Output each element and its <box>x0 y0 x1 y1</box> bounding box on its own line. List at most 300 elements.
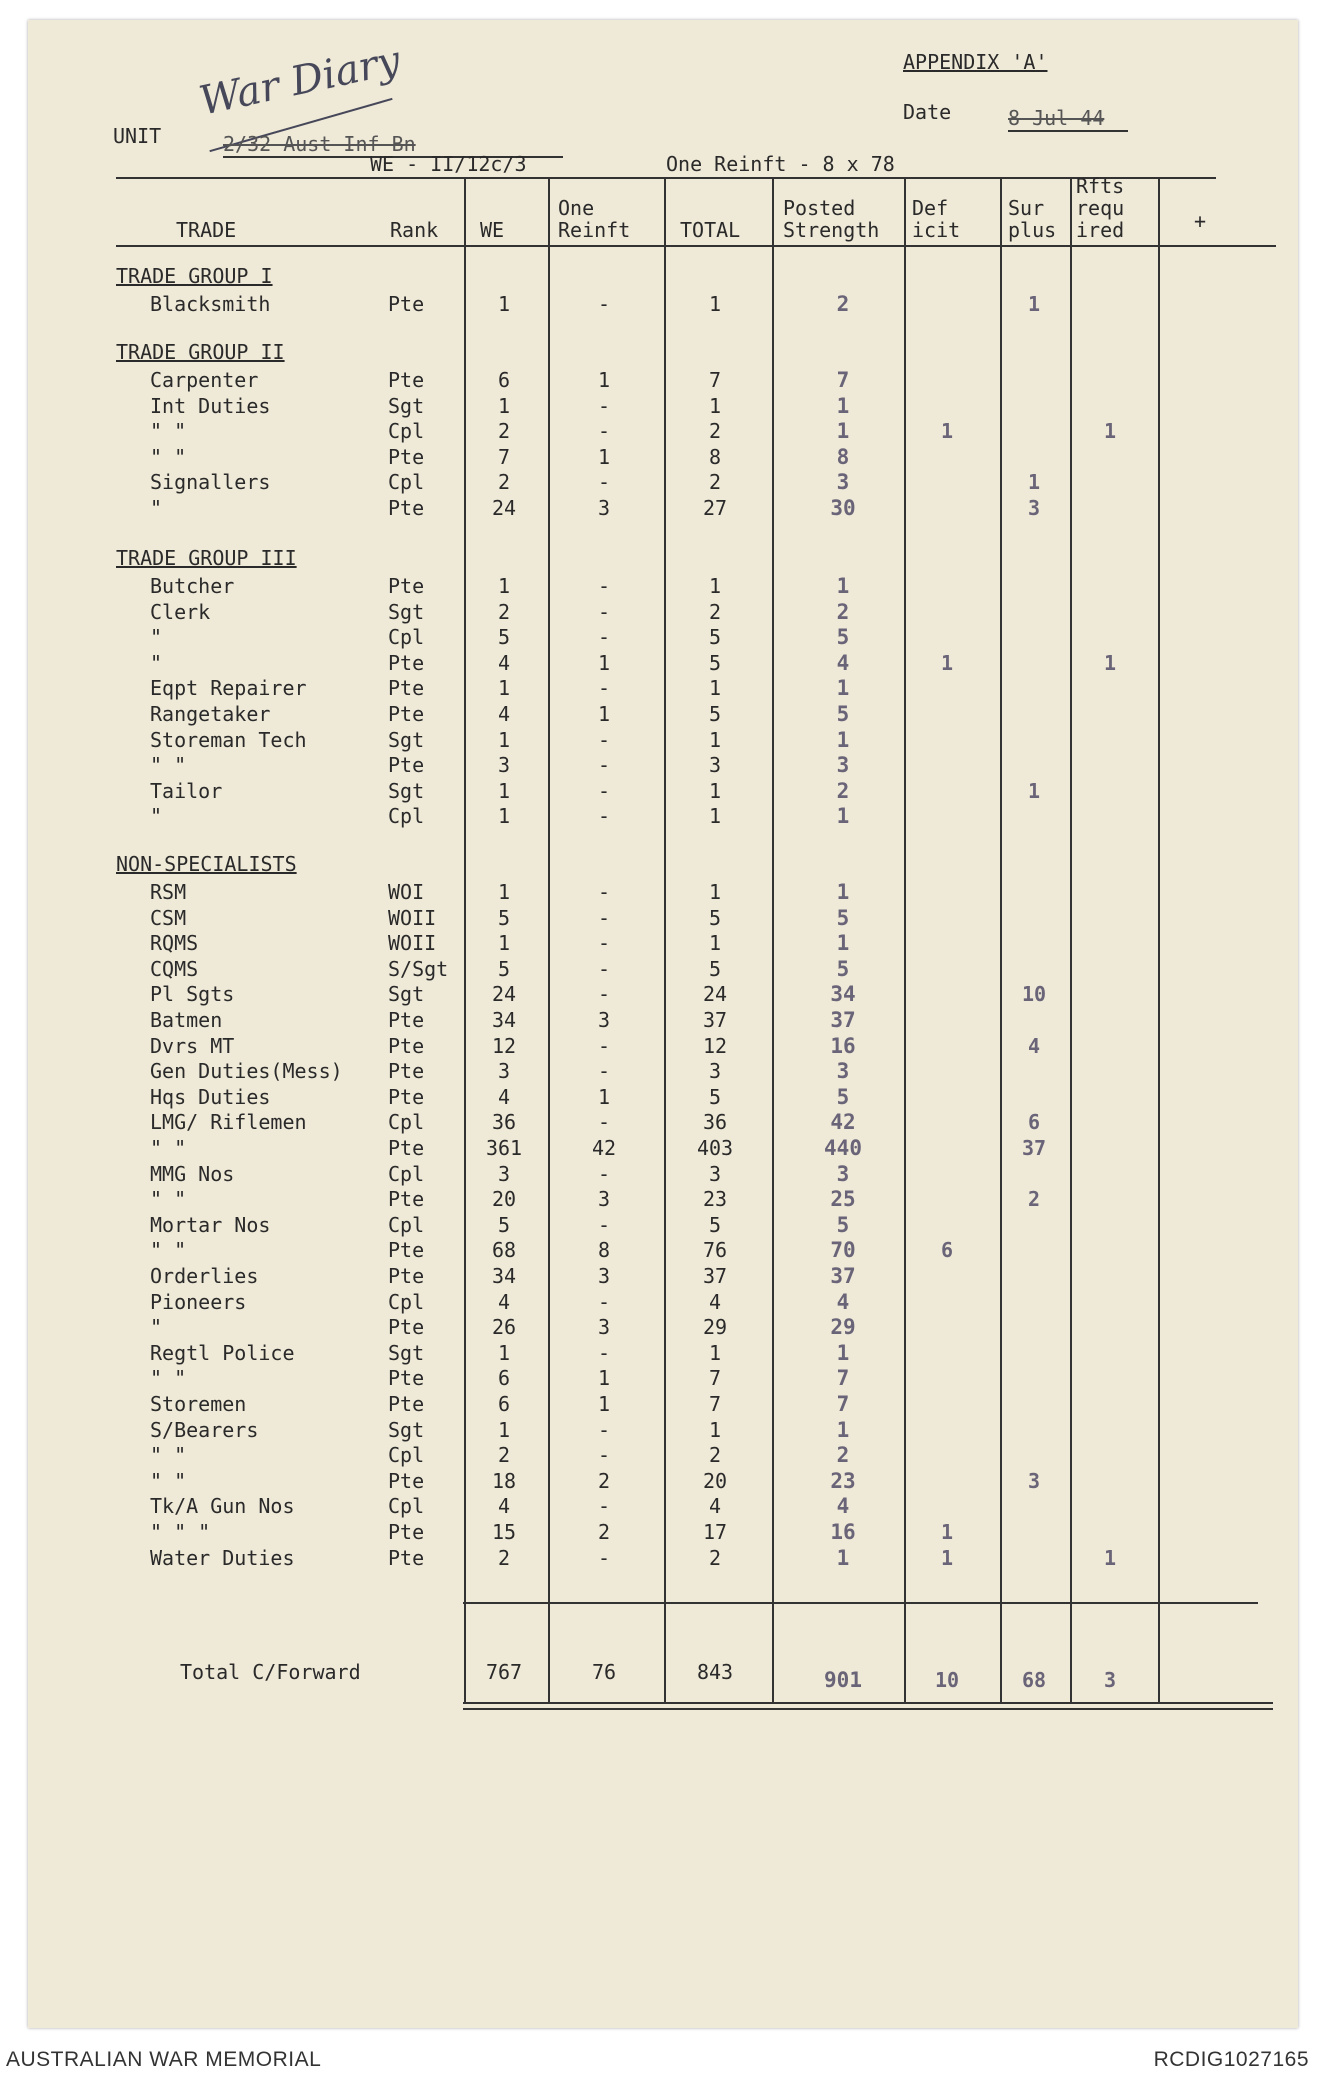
cell-we: 1 <box>497 574 511 598</box>
cell-surplus: 10 <box>1021 982 1047 1007</box>
cell-posted: 7 <box>836 1366 850 1391</box>
cell-we: 1 <box>497 727 511 752</box>
cell-trade: " <box>150 1315 163 1340</box>
cell-reinft: - <box>597 393 611 418</box>
cell-trade: Dvrs MT <box>150 1033 235 1058</box>
cell-trade: Regtl Police <box>150 1340 295 1365</box>
table-row <box>28 1187 1218 1212</box>
cell-trade: Blacksmith <box>150 292 271 316</box>
cell-posted: 3 <box>836 1059 850 1084</box>
cell-posted: 16 <box>830 1033 856 1058</box>
unit-label: UNIT <box>113 124 162 148</box>
cell-reinft: - <box>597 625 611 650</box>
cell-we: 1 <box>497 804 511 829</box>
cell-total: 27 <box>702 496 728 520</box>
cell-reinft: - <box>597 1494 611 1519</box>
cell-reinft: 42 <box>591 1136 617 1160</box>
table-row <box>28 1110 1218 1135</box>
handwritten-signature: War Diary <box>195 37 405 125</box>
table-row <box>28 574 1218 599</box>
cell-posted: 5 <box>836 702 850 726</box>
cell-rank: Sgt <box>388 1340 425 1365</box>
cell-posted: 440 <box>824 1136 862 1160</box>
cell-rank: Sgt <box>388 982 425 1007</box>
cell-total: 76 <box>702 1238 728 1263</box>
table-row <box>28 1238 1218 1263</box>
cell-trade: Eqpt Repairer <box>150 676 307 701</box>
cell-reinft: - <box>597 1161 611 1186</box>
cell-total: 36 <box>702 1110 728 1135</box>
cell-rank: WOII <box>388 905 437 930</box>
cell-rank: Pte <box>388 1033 425 1058</box>
cell-total: 2 <box>708 419 722 444</box>
totals-reinft: 76 <box>591 1660 617 1684</box>
cell-total: 1 <box>708 778 722 803</box>
cell-total: 5 <box>708 650 722 675</box>
table-row <box>28 1315 1218 1340</box>
table-row <box>28 702 1218 727</box>
cell-we: 4 <box>497 1494 511 1519</box>
footer-archive-name: AUSTRALIAN WAR MEMORIAL <box>6 2048 322 2071</box>
cell-reinft: - <box>597 905 611 930</box>
cell-trade: RSM <box>150 880 187 904</box>
cell-we: 2 <box>497 1443 511 1468</box>
cell-total: 37 <box>702 1264 728 1288</box>
table-row <box>28 651 1218 676</box>
cell-trade: " " <box>150 753 187 778</box>
table-row <box>28 1443 1218 1468</box>
cell-rank: Pte <box>388 1264 425 1288</box>
cell-total: 5 <box>708 1084 722 1109</box>
cell-rank: Pte <box>388 1468 425 1493</box>
cell-rank: Pte <box>388 1059 425 1084</box>
header-bottom-rule <box>116 245 1276 247</box>
cell-total: 3 <box>708 1161 722 1186</box>
cell-rank: Pte <box>388 1545 425 1570</box>
cell-total: 1 <box>708 931 722 956</box>
cell-total: 24 <box>702 982 728 1007</box>
table-row <box>28 292 1218 317</box>
cell-rank: Sgt <box>388 1417 425 1442</box>
cell-surplus: 1 <box>1027 778 1041 803</box>
cell-trade: Gen Duties(Mess) <box>150 1059 343 1084</box>
cell-we: 4 <box>497 1084 511 1109</box>
cell-trade: Carpenter <box>150 368 259 392</box>
cell-we: 3 <box>497 1161 511 1186</box>
cell-posted: 42 <box>830 1110 856 1135</box>
cell-posted: 29 <box>830 1315 856 1340</box>
cell-reinft: - <box>597 1340 611 1365</box>
cell-reinft: - <box>597 880 611 904</box>
table-row <box>28 1264 1218 1289</box>
cell-posted: 1 <box>836 676 850 701</box>
cell-trade: " <box>150 650 163 675</box>
cell-rank: Pte <box>388 1366 425 1391</box>
cell-we: 1 <box>497 393 511 418</box>
cell-total: 29 <box>702 1315 728 1340</box>
cell-rank: Cpl <box>388 1494 425 1519</box>
cell-we: 34 <box>491 1264 517 1288</box>
table-row <box>28 1546 1218 1571</box>
cell-reinft: - <box>597 982 611 1007</box>
cell-trade: Water Duties <box>150 1545 295 1570</box>
table-row <box>28 394 1218 419</box>
cell-total: 5 <box>708 905 722 930</box>
cell-reinft: 3 <box>597 1315 611 1340</box>
cell-total: 4 <box>708 1494 722 1519</box>
cell-trade: " " <box>150 1443 187 1468</box>
cell-rank: Sgt <box>388 778 425 803</box>
table-row <box>28 753 1218 778</box>
cell-trade: " " <box>150 444 187 469</box>
table-row <box>28 1469 1218 1494</box>
cell-rank: Pte <box>388 1520 425 1544</box>
cell-we: 361 <box>485 1136 523 1160</box>
cell-reinft: - <box>597 778 611 803</box>
footer-reference-id: RCDIG1027165 <box>1153 2048 1309 2071</box>
cell-we: 2 <box>497 419 511 444</box>
table-row <box>28 779 1218 804</box>
cell-rank: Pte <box>388 368 425 392</box>
table-row <box>28 1085 1218 1110</box>
cell-rank: Pte <box>388 1238 425 1263</box>
totals-posted: 901 <box>824 1668 862 1692</box>
cell-trade: Hqs Duties <box>150 1084 271 1109</box>
totals-we: 767 <box>485 1660 523 1684</box>
cell-reinft: 2 <box>597 1468 611 1493</box>
totals-bottom-rule-2 <box>463 1708 1273 1710</box>
cell-trade: " " <box>150 1366 187 1391</box>
cell-surplus: 37 <box>1021 1136 1047 1160</box>
table-row <box>28 1008 1218 1033</box>
cell-rank: Pte <box>388 1187 425 1212</box>
cell-total: 1 <box>708 727 722 752</box>
totals-top-rule <box>463 1602 1258 1604</box>
cell-reinft: 3 <box>597 1187 611 1212</box>
cell-trade: Mortar Nos <box>150 1212 271 1237</box>
table-row <box>28 496 1218 521</box>
cell-total: 5 <box>708 702 722 726</box>
cell-posted: 16 <box>830 1520 856 1544</box>
cell-total: 1 <box>708 292 722 316</box>
totals-total: 843 <box>696 1660 734 1684</box>
reinforcement-reference: One Reinft - 8 x 78 <box>666 152 895 176</box>
cell-total: 7 <box>708 1366 722 1391</box>
cell-trade: Batmen <box>150 1008 223 1032</box>
cell-reinft: - <box>597 599 611 624</box>
table-row <box>28 368 1218 393</box>
cell-rank: Cpl <box>388 419 425 444</box>
cell-posted: 37 <box>830 1008 856 1032</box>
cell-surplus: 6 <box>1027 1110 1041 1135</box>
cell-trade: Orderlies <box>150 1264 259 1288</box>
we-reference: WE - II/12c/3 <box>370 152 527 176</box>
table-row <box>28 728 1218 753</box>
cell-trade: MMG Nos <box>150 1161 235 1186</box>
table-row <box>28 1034 1218 1059</box>
cell-rank: S/Sgt <box>388 956 449 981</box>
cell-rank: Cpl <box>388 1289 425 1314</box>
cell-we: 5 <box>497 625 511 650</box>
date-label: Date <box>903 100 952 124</box>
cell-we: 4 <box>497 650 511 675</box>
cell-reinft: - <box>597 292 611 316</box>
header-deficit: Def icit <box>912 196 961 242</box>
cell-we: 24 <box>491 982 517 1007</box>
cell-rank: Sgt <box>388 599 425 624</box>
cell-we: 5 <box>497 1212 511 1237</box>
cell-posted: 2 <box>836 599 850 624</box>
cell-trade: Pioneers <box>150 1289 247 1314</box>
cell-trade: " <box>150 804 163 829</box>
cell-posted: 1 <box>836 393 850 418</box>
cell-trade: CQMS <box>150 956 199 981</box>
totals-rfts: 3 <box>1103 1668 1117 1692</box>
cell-we: 6 <box>497 1366 511 1391</box>
cell-posted: 37 <box>830 1264 856 1288</box>
table-row <box>28 1162 1218 1187</box>
totals-bottom-rule-1 <box>463 1702 1273 1704</box>
cell-trade: S/Bearers <box>150 1417 259 1442</box>
cell-total: 3 <box>708 753 722 778</box>
cell-rank: Cpl <box>388 804 425 829</box>
cell-posted: 8 <box>836 444 850 469</box>
cell-posted: 5 <box>836 1084 850 1109</box>
cell-rfts: 1 <box>1103 1545 1117 1570</box>
cell-posted: 7 <box>836 1392 850 1416</box>
table-row <box>28 1520 1218 1545</box>
cell-trade: " " <box>150 1187 187 1212</box>
cell-posted: 5 <box>836 905 850 930</box>
cell-total: 1 <box>708 1340 722 1365</box>
cell-rank: Cpl <box>388 470 425 495</box>
cell-total: 37 <box>702 1008 728 1032</box>
cell-trade: Tailor <box>150 778 223 803</box>
cell-posted: 34 <box>830 982 856 1007</box>
cell-reinft: - <box>597 419 611 444</box>
cell-trade: RQMS <box>150 931 199 956</box>
table-row <box>28 1136 1218 1161</box>
cell-trade: Tk/A Gun Nos <box>150 1494 295 1519</box>
cell-posted: 5 <box>836 625 850 650</box>
cell-posted: 5 <box>836 1212 850 1237</box>
cell-trade: Signallers <box>150 470 271 495</box>
cell-posted: 4 <box>836 1289 850 1314</box>
header-total: TOTAL <box>680 218 741 242</box>
cell-reinft: 1 <box>597 1084 611 1109</box>
cell-total: 1 <box>708 676 722 701</box>
cell-rank: Pte <box>388 574 425 598</box>
table-row <box>28 625 1218 650</box>
cell-we: 1 <box>497 778 511 803</box>
cell-trade: Butcher <box>150 574 235 598</box>
cell-reinft: - <box>597 753 611 778</box>
cell-trade: LMG/ Riflemen <box>150 1110 307 1135</box>
cell-posted: 2 <box>836 1443 850 1468</box>
cell-rank: Pte <box>388 753 425 778</box>
cell-reinft: - <box>597 1545 611 1570</box>
cell-we: 36 <box>491 1110 517 1135</box>
cell-rank: Pte <box>388 292 425 316</box>
cell-surplus: 1 <box>1027 292 1041 316</box>
cell-total: 4 <box>708 1289 722 1314</box>
cell-we: 5 <box>497 956 511 981</box>
cell-posted: 7 <box>836 368 850 392</box>
cell-posted: 23 <box>830 1468 856 1493</box>
group-title: TRADE GROUP III <box>116 546 297 570</box>
cell-rfts: 1 <box>1103 650 1117 675</box>
cell-rank: Cpl <box>388 1443 425 1468</box>
cell-total: 12 <box>702 1033 728 1058</box>
cell-surplus: 3 <box>1027 496 1041 520</box>
cell-reinft: - <box>597 931 611 956</box>
table-row <box>28 1366 1218 1391</box>
document-sheet <box>28 20 1298 2028</box>
cell-we: 6 <box>497 368 511 392</box>
cell-total: 2 <box>708 1443 722 1468</box>
cell-we: 2 <box>497 599 511 624</box>
cell-reinft: - <box>597 676 611 701</box>
cell-we: 20 <box>491 1187 517 1212</box>
cell-we: 3 <box>497 753 511 778</box>
cell-reinft: 1 <box>597 702 611 726</box>
cell-posted: 4 <box>836 1494 850 1519</box>
cell-reinft: - <box>597 956 611 981</box>
cell-reinft: 1 <box>597 1392 611 1416</box>
cell-reinft: - <box>597 1110 611 1135</box>
cell-posted: 1 <box>836 727 850 752</box>
cell-reinft: 1 <box>597 368 611 392</box>
cell-we: 4 <box>497 702 511 726</box>
group-title: NON-SPECIALISTS <box>116 852 297 876</box>
date-value: 8 Jul 44 <box>1008 106 1128 132</box>
cell-total: 2 <box>708 470 722 495</box>
cell-reinft: - <box>597 1443 611 1468</box>
header-trade: TRADE <box>176 218 237 242</box>
cell-reinft: - <box>597 1212 611 1237</box>
cell-we: 4 <box>497 1289 511 1314</box>
cell-rank: Pte <box>388 650 425 675</box>
cell-posted: 1 <box>836 574 850 598</box>
cell-rank: Pte <box>388 1315 425 1340</box>
cell-total: 17 <box>702 1520 728 1544</box>
cell-rank: Cpl <box>388 1110 425 1135</box>
cell-we: 1 <box>497 676 511 701</box>
cell-reinft: 1 <box>597 444 611 469</box>
cell-rank: WOI <box>388 880 425 904</box>
cell-total: 20 <box>702 1468 728 1493</box>
cell-rank: Pte <box>388 444 425 469</box>
cell-rank: Pte <box>388 1084 425 1109</box>
cell-posted: 1 <box>836 804 850 829</box>
header-rfts-required: Rfts requ ired <box>1076 174 1125 242</box>
cell-reinft: - <box>597 1417 611 1442</box>
cell-total: 7 <box>708 368 722 392</box>
cell-total: 7 <box>708 1392 722 1416</box>
cell-reinft: 1 <box>597 1366 611 1391</box>
cell-we: 26 <box>491 1315 517 1340</box>
table-row <box>28 445 1218 470</box>
cell-posted: 3 <box>836 470 850 495</box>
table-row <box>28 982 1218 1007</box>
table-row <box>28 419 1218 444</box>
cell-we: 1 <box>497 880 511 904</box>
table-row <box>28 1290 1218 1315</box>
cell-total: 2 <box>708 599 722 624</box>
totals-label: Total C/Forward <box>180 1660 361 1684</box>
cell-trade: Storemen <box>150 1392 247 1416</box>
cell-reinft: - <box>597 1289 611 1314</box>
table-row <box>28 1392 1218 1417</box>
cell-posted: 5 <box>836 956 850 981</box>
cell-reinft: 3 <box>597 1264 611 1288</box>
table-row <box>28 1059 1218 1084</box>
header-posted-strength: Posted Strength <box>783 196 880 242</box>
cell-we: 2 <box>497 470 511 495</box>
cell-we: 2 <box>497 1545 511 1570</box>
cell-trade: " " <box>150 1238 187 1263</box>
cell-total: 5 <box>708 625 722 650</box>
header-rank: Rank <box>390 218 439 242</box>
cell-surplus: 4 <box>1027 1033 1041 1058</box>
cell-rank: Pte <box>388 676 425 701</box>
totals-surplus: 68 <box>1021 1668 1047 1692</box>
cell-we: 7 <box>497 444 511 469</box>
cell-trade: " " <box>150 1136 187 1160</box>
cell-rfts: 1 <box>1103 419 1117 444</box>
unit-value: 2/32 Aust Inf Bn <box>223 132 563 158</box>
appendix-label: APPENDIX 'A' <box>903 50 1048 74</box>
header-extra: + <box>1194 209 1207 233</box>
table-row <box>28 470 1218 495</box>
cell-rank: Pte <box>388 1008 425 1032</box>
table-row <box>28 957 1218 982</box>
cell-total: 1 <box>708 804 722 829</box>
cell-total: 8 <box>708 444 722 469</box>
cell-reinft: 1 <box>597 650 611 675</box>
group-title: TRADE GROUP I <box>116 264 273 288</box>
cell-total: 1 <box>708 393 722 418</box>
table-row <box>28 676 1218 701</box>
table-row <box>28 1341 1218 1366</box>
cell-rank: Cpl <box>388 625 425 650</box>
cell-posted: 30 <box>830 496 856 520</box>
cell-we: 1 <box>497 931 511 956</box>
cell-reinft: - <box>597 1059 611 1084</box>
cell-reinft: 3 <box>597 1008 611 1032</box>
cell-we: 5 <box>497 905 511 930</box>
cell-we: 1 <box>497 292 511 316</box>
totals-deficit: 10 <box>934 1668 960 1692</box>
cell-trade: Clerk <box>150 599 211 624</box>
cell-reinft: - <box>597 574 611 598</box>
cell-we: 3 <box>497 1059 511 1084</box>
cell-posted: 4 <box>836 650 850 675</box>
cell-posted: 1 <box>836 880 850 904</box>
cell-surplus: 3 <box>1027 1468 1041 1493</box>
cell-surplus: 2 <box>1027 1187 1041 1212</box>
table-top-rule <box>116 177 1216 179</box>
cell-posted: 70 <box>830 1238 856 1263</box>
cell-posted: 2 <box>836 778 850 803</box>
cell-trade: " " <box>150 1468 187 1493</box>
cell-trade: " " " <box>150 1520 211 1544</box>
cell-rank: Pte <box>388 702 425 726</box>
cell-posted: 1 <box>836 1417 850 1442</box>
cell-total: 1 <box>708 1417 722 1442</box>
cell-posted: 1 <box>836 419 850 444</box>
table-row <box>28 1494 1218 1519</box>
